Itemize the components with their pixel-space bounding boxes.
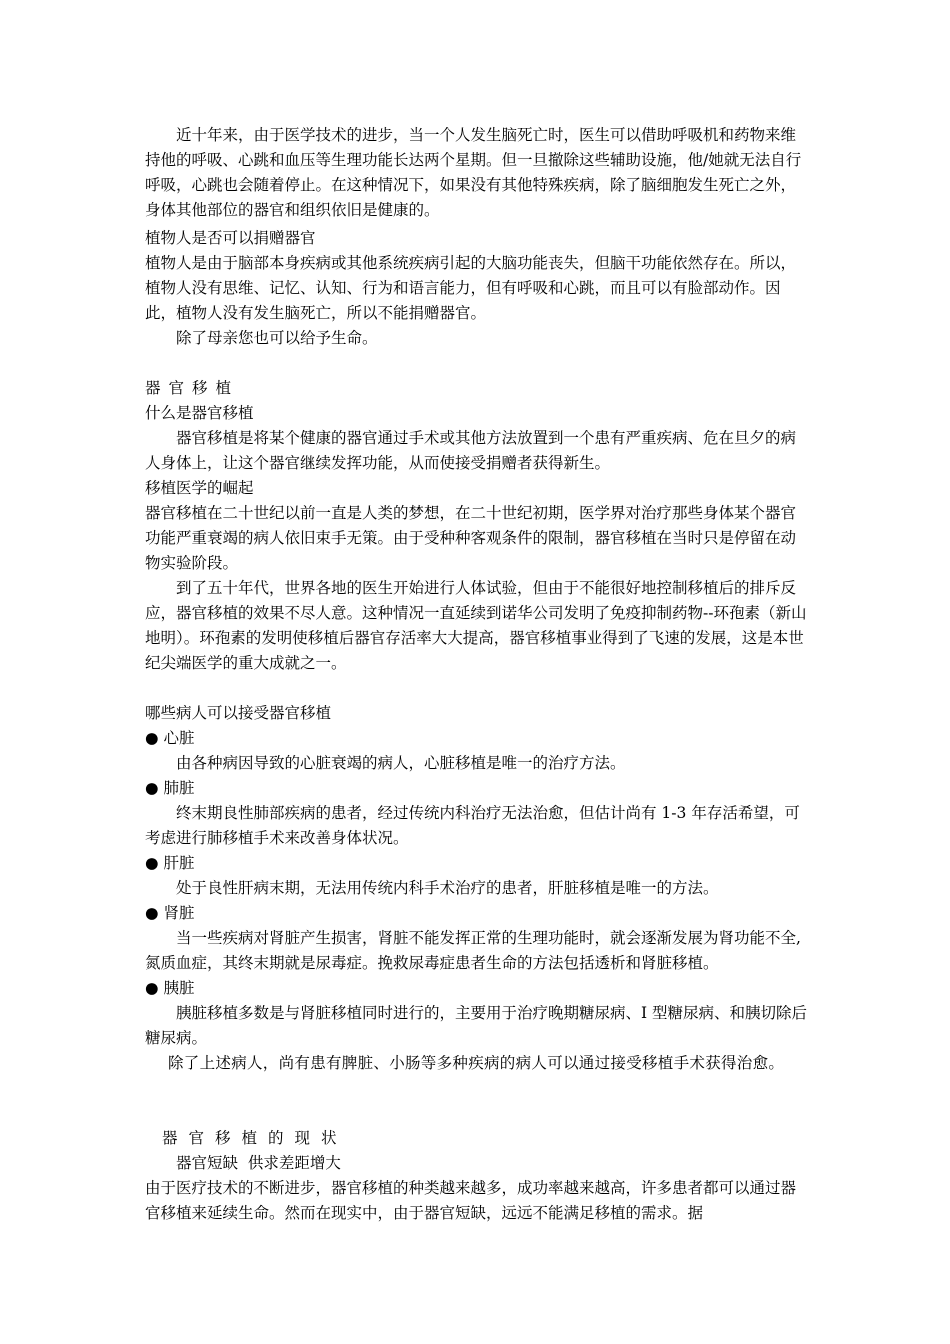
organ-liver-desc: 处于良性肝病末期，无法用传统内科手术治疗的患者，肝脏移植是唯一的方法。 [176,879,719,897]
organ-lung-item [145,776,194,801]
rise-heading: 移植医学的崛起 [145,479,254,497]
bullet-icon: ● [145,979,159,997]
organ-kidney-desc: 当一些疾病对肾脏产生损害，肾脏不能发挥正常的生理功能时，就会逐渐发展为肾功能不全, 氮质血症，其终末期就是尿毒症。挽救尿毒症患者生命的方法包括透析和肾脏移植。 [145,929,801,972]
rise-paragraph-1: 器官移植在二十世纪以前一直是人类的梦想，在二十世纪初期，医学界对治疗那些身体某个器官功能严重衰竭的病人依旧束手无策。由于受种种客观条件的限制，器官移植在当时只是停留在动物实验阶段。 [145,504,797,572]
intro-paragraph: 近十年来，由于医学技术的进步，当一个人发生脑死亡时，医生可以借助呼吸机和药物来维持他的呼吸、心跳和血压等生理功能长达两个星期。但一旦撤除这些辅助设施，他/她就无法自行呼吸，心跳也会随着停止。在这种情况下，如果没有其他特殊疾病，除了脑细胞发生死亡之外，身体其他部位的器官和组织依旧是健康的。 [145,126,802,219]
shortage-paragraph: 由于医疗技术的不断进步，器官移植的种类越来越多，成功率越来越高，许多患者都可以通过器官移植来延续生命。然而在现实中，由于器官短缺，远远不能满足移植的需求。据 [145,1179,797,1222]
others-paragraph: 除了上述病人，尚有患有脾脏、小肠等多种疾病的病人可以通过接受移植手术获得治愈。 [168,1054,785,1072]
what-paragraph: 器官移植是将某个健康的器官通过手术或其他方法放置到一个患有严重疾病、危在旦夕的病人身体上，让这个器官继续发挥功能，从而使接受捐赠者获得新生。 [145,429,797,472]
organ-name: 心脏 [163,729,195,747]
vegetative-heading: 植物人是否可以捐赠器官 [145,229,316,247]
shortage-heading: 器官短缺 供求差距增大 [176,1154,341,1172]
organ-name: 肾脏 [163,904,195,922]
organ-liver-item [145,851,194,876]
who-heading: 哪些病人可以接受器官移植 [145,704,332,722]
bullet-icon: ● [145,729,159,747]
organ-name: 肝脏 [163,854,195,872]
organ-heart-desc: 由各种病因导致的心脏衰竭的病人，心脏移植是唯一的治疗方法。 [176,754,626,772]
organ-name: 肺脏 [163,779,195,797]
transplant-heading: 器官移植 [145,379,240,397]
bullet-icon: ● [145,854,159,872]
status-heading: 器官移植的现状 [162,1129,348,1147]
organ-lung-desc: 终末期良性肺部疾病的患者，经过传统内科治疗无法治愈，但估计尚有 1-3 年存活希望，可考虑进行肺移植手术来改善身体状况。 [145,804,800,847]
bullet-icon: ● [145,779,159,797]
organ-heart-item [145,726,194,751]
what-heading: 什么是器官移植 [145,404,254,422]
vegetative-paragraph: 植物人是由于脑部本身疾病或其他系统疾病引起的大脑功能丧失，但脑干功能依然存在。所以，植物人没有思维、记忆、认知、行为和语言能力，但有呼吸和心跳，而且可以有脸部动作。因此，植物人没有发生脑死亡，所以不能捐赠器官。 [145,254,797,322]
rise-paragraph-2: 到了五十年代，世界各地的医生开始进行人体试验，但由于不能很好地控制移植后的排斥反应，器官移植的效果不尽人意。这种情况一直延续到诺华公司发明了免疫抑制药物--环孢素（新山地明）。环孢素的发明使移植后器官存活率大大提高，器官移植事业得到了飞速的发展，这是本世纪尖端医学的重大成就之一。 [145,579,807,672]
organ-kidney-item [145,901,194,926]
organ-pancreas-desc: 胰脏移植多数是与肾脏移植同时进行的，主要用于治疗晚期糖尿病、I 型糖尿病、和胰切除后糖尿病。 [145,1004,808,1047]
mother-line: 除了母亲您也可以给予生命。 [176,329,378,347]
organ-pancreas-item [145,976,194,1001]
bullet-icon: ● [145,904,159,922]
organ-name: 胰脏 [163,979,195,997]
